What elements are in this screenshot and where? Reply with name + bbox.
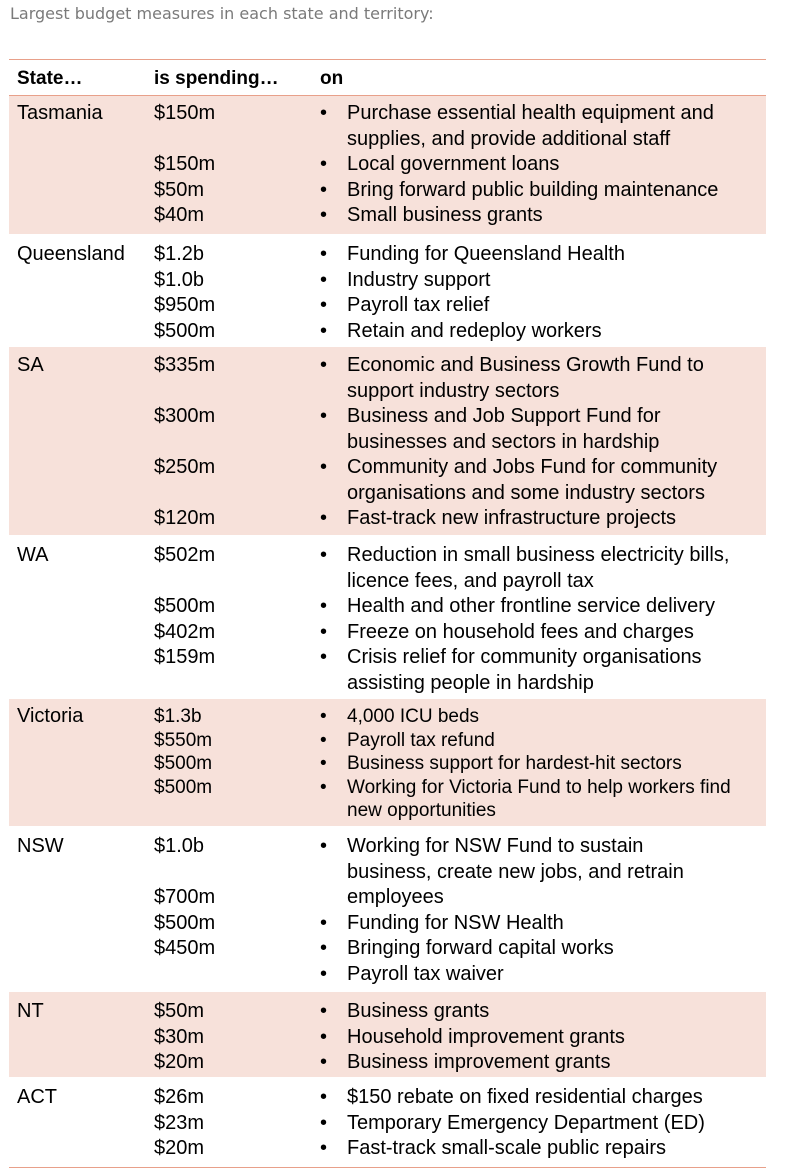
spending-amount: $300m: [154, 405, 216, 427]
bullet-icon: •: [320, 153, 328, 175]
spending-amount: $1.0b: [154, 835, 205, 857]
bullet-icon: •: [320, 776, 327, 798]
table-row: [9, 827, 766, 992]
measure-item: [320, 268, 760, 294]
measure-item: [320, 776, 760, 823]
measure-text: [347, 999, 760, 1025]
header-on: on: [320, 68, 344, 89]
table-row: [9, 347, 766, 536]
measure-text: [347, 1111, 760, 1137]
measure-text-line: business, create new jobs, and retrain: [347, 860, 684, 883]
bullet-icon: •: [320, 405, 328, 427]
measure-text-line: Business improvement grants: [347, 1051, 611, 1073]
table-row: [9, 235, 766, 347]
spending-amount: $1.0b: [154, 268, 205, 291]
bullet-icon: •: [320, 354, 328, 376]
spending-amount: $950m: [154, 294, 216, 316]
bullet-icon: •: [320, 1086, 328, 1108]
measure-text-line: Economic and Business Growth Fund to: [347, 354, 704, 376]
measure-text-line: Fast-track new infrastructure projects: [347, 507, 676, 529]
measure-text: [347, 776, 760, 823]
bullet-icon: •: [320, 937, 328, 959]
spending-amount: $1.2b: [154, 243, 205, 265]
measure-text: [347, 543, 760, 594]
measure-item: [320, 543, 760, 594]
spending-amount: $450m: [154, 937, 216, 959]
measure-text: [347, 268, 760, 294]
spending-amount: $26m: [154, 1086, 205, 1108]
measure-text-line: Business and Job Support Fund for: [347, 405, 661, 427]
measure-item: [320, 999, 760, 1025]
measure-item: [320, 1050, 760, 1076]
measure-text-line: employees: [347, 886, 444, 908]
bullet-icon: •: [320, 204, 328, 226]
state-name: Queensland: [17, 243, 125, 265]
measure-text-line: Local government loans: [347, 153, 560, 175]
measure-text-line: 4,000 ICU beds: [347, 706, 480, 727]
table-bottom-rule: [9, 1167, 766, 1168]
measure-item: [320, 152, 760, 178]
table-row: [9, 1078, 766, 1167]
bullet-icon: •: [320, 835, 328, 857]
measure-item: [320, 506, 760, 532]
measure-text-line: Household improvement grants: [347, 1025, 625, 1048]
measure-item: [320, 242, 760, 268]
measure-text: [347, 319, 760, 345]
measure-text: [347, 645, 760, 696]
measure-text: [347, 404, 760, 455]
spending-amount: $550m: [154, 729, 213, 751]
measure-text-line: new opportunities: [347, 800, 496, 821]
measure-text-line: Working for Victoria Fund to help workers find: [347, 776, 731, 798]
measure-item: [320, 620, 760, 646]
spending-amount: $500m: [154, 911, 216, 934]
measure-item: [320, 962, 760, 988]
spending-amount: $700m: [154, 886, 216, 908]
spending-amount: $1.3b: [154, 706, 202, 727]
measure-text-line: Funding for Queensland Health: [347, 243, 625, 265]
measure-item: [320, 594, 760, 620]
bullet-icon: •: [320, 1025, 328, 1048]
measure-text-line: Business support for hardest-hit sectors: [347, 753, 682, 774]
header-state: State…: [17, 68, 83, 89]
state-name: SA: [17, 354, 44, 376]
measure-item: [320, 911, 760, 937]
measure-text: [347, 1085, 760, 1111]
measure-text: [347, 620, 760, 646]
measure-item: [320, 705, 760, 729]
measure-text-line: Retain and redeploy workers: [347, 319, 602, 342]
measure-text: [347, 203, 760, 229]
measure-text-line: Funding for NSW Health: [347, 911, 564, 934]
measure-text-line: Working for NSW Fund to sustain: [347, 835, 644, 857]
measure-text-line: Temporary Emergency Department (ED): [347, 1111, 705, 1134]
measure-item: [320, 1111, 760, 1137]
bullet-icon: •: [320, 268, 328, 291]
bullet-icon: •: [320, 294, 328, 316]
bullet-icon: •: [320, 1137, 328, 1159]
bullet-icon: •: [320, 595, 328, 617]
measure-text: [347, 353, 760, 404]
measure-item: [320, 752, 760, 776]
table-header: [9, 60, 766, 96]
bullet-icon: •: [320, 243, 328, 265]
measure-text: [347, 242, 760, 268]
measure-item: [320, 101, 760, 152]
measure-text-line: Payroll tax refund: [347, 729, 495, 751]
spending-amount: $150m: [154, 153, 216, 175]
measure-text-line: Bring forward public building maintenance: [347, 178, 719, 201]
measure-item: [320, 455, 760, 506]
bullet-icon: •: [320, 646, 328, 668]
bullet-icon: •: [320, 1000, 328, 1022]
measure-item: [320, 293, 760, 319]
measure-text-line: supplies, and provide additional staff: [347, 127, 671, 150]
measure-item: [320, 203, 760, 229]
measure-item: [320, 319, 760, 345]
measure-item: [320, 404, 760, 455]
measure-item: [320, 729, 760, 753]
measure-text-line: Business grants: [347, 1000, 490, 1022]
measure-text: [347, 293, 760, 319]
measure-item: [320, 1025, 760, 1051]
measure-item: [320, 1136, 760, 1162]
measure-text: [347, 101, 760, 152]
state-name: Tasmania: [17, 102, 103, 124]
bullet-icon: •: [320, 620, 328, 643]
measure-text-line: businesses and sectors in hardship: [347, 430, 660, 453]
state-name: NT: [17, 1000, 44, 1022]
state-name: Victoria: [17, 705, 84, 727]
spending-amount: $20m: [154, 1051, 205, 1073]
spending-amount: $50m: [154, 1000, 205, 1022]
spending-amount: $40m: [154, 204, 205, 226]
measure-text-line: Small business grants: [347, 204, 543, 226]
measure-text: [347, 705, 760, 729]
bullet-icon: •: [320, 319, 328, 342]
measure-text: [347, 594, 760, 620]
measure-text-line: Bringing forward capital works: [347, 937, 614, 959]
measure-text: [347, 1025, 760, 1051]
measure-text: [347, 834, 760, 911]
measure-text: [347, 962, 760, 988]
bullet-icon: •: [320, 1111, 328, 1134]
state-name: ACT: [17, 1086, 57, 1108]
bullet-icon: •: [320, 911, 328, 934]
measure-item: [320, 1085, 760, 1111]
spending-amount: $502m: [154, 544, 216, 566]
measure-item: [320, 645, 760, 696]
spending-amount: $50m: [154, 178, 205, 201]
spending-amount: $335m: [154, 354, 216, 376]
spending-amount: $500m: [154, 776, 213, 798]
measure-item: [320, 834, 760, 911]
spending-amount: $402m: [154, 620, 216, 643]
measure-text: [347, 178, 760, 204]
bullet-icon: •: [320, 178, 328, 201]
measure-item: [320, 178, 760, 204]
measure-text: [347, 1136, 760, 1162]
state-name: WA: [17, 544, 49, 566]
measure-text-line: Crisis relief for community organisations: [347, 646, 702, 668]
measure-text: [347, 752, 760, 776]
bullet-icon: •: [320, 456, 328, 478]
spending-amount: $30m: [154, 1025, 205, 1048]
spending-amount: $20m: [154, 1137, 205, 1159]
table-row: [9, 699, 766, 827]
measure-text: [347, 506, 760, 532]
state-name: NSW: [17, 835, 64, 857]
measure-text: [347, 1050, 760, 1076]
measure-text-line: Reduction in small business electricity bills,: [347, 544, 730, 566]
measure-item: [320, 353, 760, 404]
bullet-icon: •: [320, 753, 327, 774]
measure-text-line: Purchase essential health equipment and: [347, 102, 714, 124]
table-body: [9, 96, 766, 1167]
measure-item: [320, 936, 760, 962]
measure-text-line: support industry sectors: [347, 379, 560, 402]
measure-text-line: organisations and some industry sectors: [347, 481, 705, 504]
measure-text-line: Payroll tax relief: [347, 294, 490, 316]
bullet-icon: •: [320, 544, 328, 566]
measure-text-line: Payroll tax waiver: [347, 962, 504, 985]
bullet-icon: •: [320, 962, 328, 985]
measure-text: [347, 455, 760, 506]
measure-text-line: licence fees, and payroll tax: [347, 569, 594, 592]
measure-text-line: assisting people in hardship: [347, 671, 594, 694]
spending-amount: $500m: [154, 595, 216, 617]
header-amount: is spending…: [154, 68, 279, 89]
measure-text: [347, 152, 760, 178]
spending-amount: $150m: [154, 102, 216, 124]
budget-measures-table: [9, 59, 766, 1168]
table-row: [9, 536, 766, 699]
table-row: [9, 96, 766, 235]
bullet-icon: •: [320, 1051, 328, 1073]
measure-text: [347, 911, 760, 937]
measure-text: [347, 729, 760, 753]
table-row: [9, 992, 766, 1078]
measure-text-line: Community and Jobs Fund for community: [347, 456, 718, 478]
bullet-icon: •: [320, 706, 327, 727]
spending-amount: $500m: [154, 753, 213, 774]
spending-amount: $159m: [154, 646, 216, 668]
table-caption: Largest budget measures in each state and territory:: [10, 4, 434, 23]
measure-text-line: Health and other frontline service delivery: [347, 595, 715, 617]
spending-amount: $23m: [154, 1111, 205, 1134]
spending-amount: $250m: [154, 456, 216, 478]
measure-text: [347, 936, 760, 962]
measure-text-line: Industry support: [347, 268, 491, 291]
spending-amount: $500m: [154, 319, 216, 342]
bullet-icon: •: [320, 729, 327, 751]
bullet-icon: •: [320, 507, 328, 529]
bullet-icon: •: [320, 102, 328, 124]
measure-text-line: Fast-track small-scale public repairs: [347, 1137, 666, 1159]
measure-text-line: Freeze on household fees and charges: [347, 620, 694, 643]
spending-amount: $120m: [154, 507, 216, 529]
measure-text-line: $150 rebate on fixed residential charges: [347, 1086, 703, 1108]
